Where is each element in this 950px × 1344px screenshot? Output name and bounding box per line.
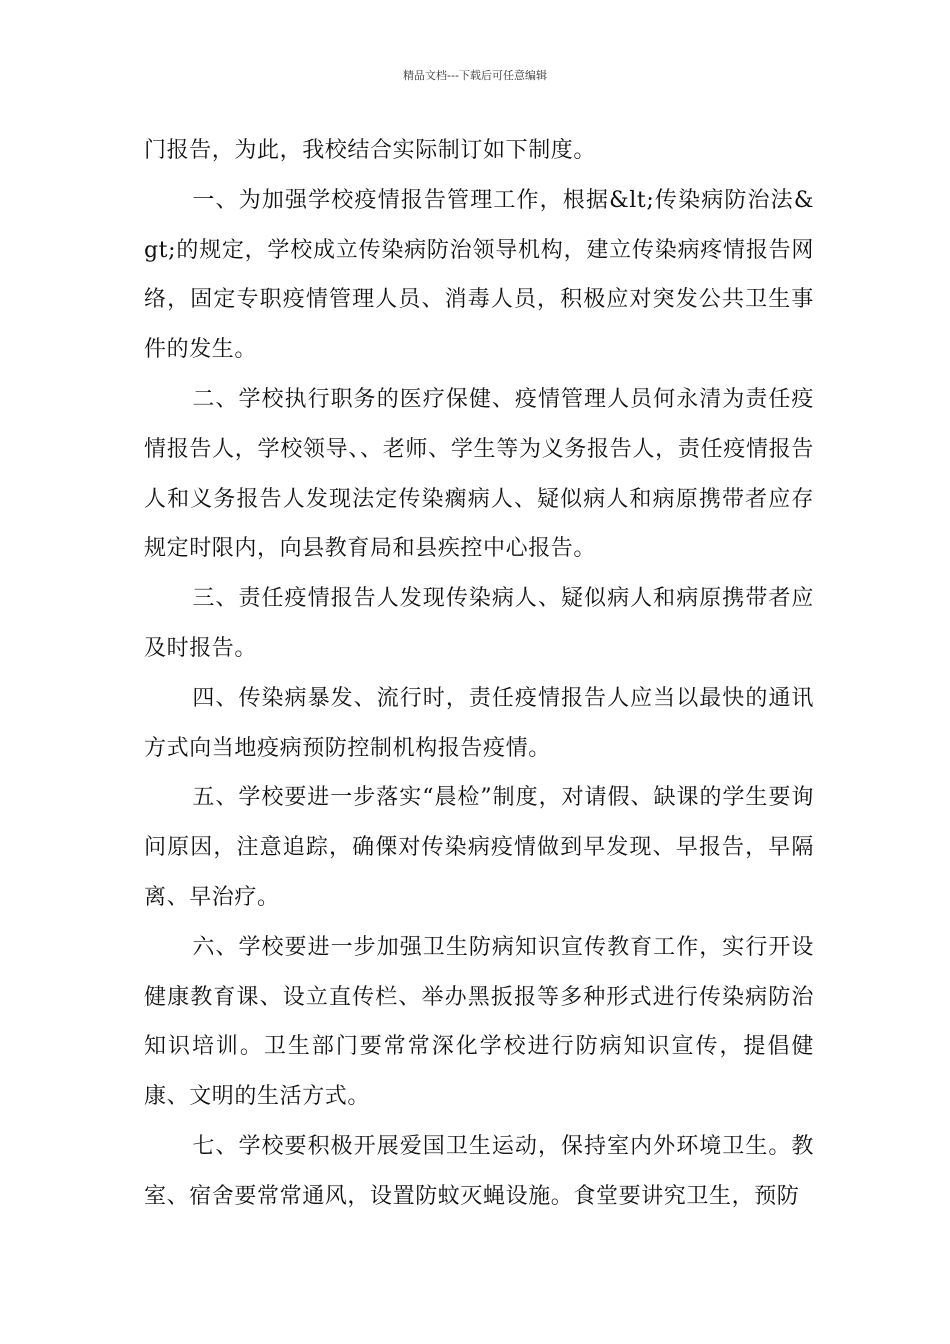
paragraph-1: 一、为加强学校疫情报告管理工作，根据&lt;传染病防治法&gt;的规定，学校成立传染病防治领导机构，建立传染病疼情报告网络，固定专职疫情管理人员、消毒人员，积极应对突发公共卫生事件的发生。 <box>144 187 814 363</box>
paragraph-3: 三、责任疫情报告人发现传染病人、疑似病人和病原携带者应及时报告。 <box>144 586 814 661</box>
paragraph-7: 七、学校要积极开展爱国卫生运动，保持室内外环境卫生。教室、宿舍要常常通风，设置防蚊灭蝇设施。食堂要讲究卫生，预防 <box>144 1133 814 1209</box>
document-body <box>144 126 814 1222</box>
paragraph-6: 六、学校要进一步加强卫生防病知识宣传教育工作，实行开设健康教育课、设立直传栏、举办黑扳报等多种形式进行传染病防治知识培训。卫生部门要常常深化学校进行防病知识宣传，提倡健康、文明的生活方式。 <box>144 934 814 1110</box>
paragraph-5: 五、学校要进一步落实“晨检”制度，对请假、缺课的学生要询问原因，注意追踪，确傈对传染病疫情做到早发现、早报告，早隔离、早治疗。 <box>144 785 814 910</box>
paragraph-continuation: 门报告，为此，我校结合实际制订如下制度。 <box>144 138 597 163</box>
page-header: 精品文档---下载后可任意编辑 <box>403 69 547 82</box>
paragraph-2: 二、学校执行职务的医疗保健、疫情管理人员何永清为责任疫情报告人，学校领导、、老师、学生等为义务报告人，责任疫情报告人和义务报告人发现法定传染瘸病人、疑似病人和病原携带者应存规定时限内，向县教育局和县疾控中心报告。 <box>144 386 814 562</box>
paragraph-4: 四、传染病暴发、流行时，责任疫情报告人应当以最快的通讯方式向当地疫病预防控制机构报告疫情。 <box>144 685 814 761</box>
